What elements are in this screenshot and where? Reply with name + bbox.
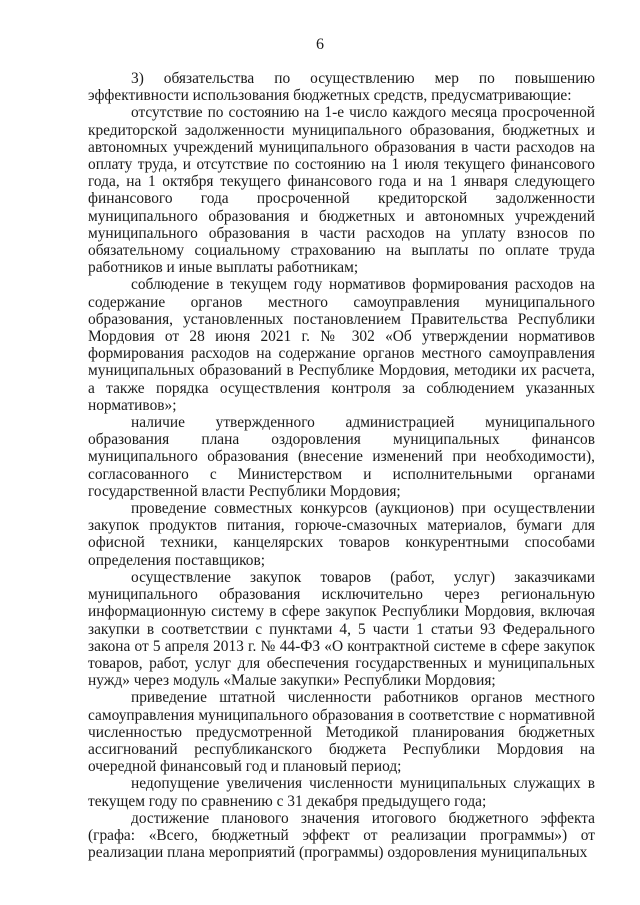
paragraph-obligations-intro: 3) обязательства по осуществлению мер по повышению эффективности использования бюджетных средств, предусматривающие:: [88, 70, 595, 105]
paragraph-staff-numbers: приведение штатной численности работников органов местного самоуправления муниципального образования в соответствие с нормативной численностью предусмотренной Методикой планирования бюджетных ассигнований республиканского бюджета Республики Мордовия на очередной финансовый год и плановый период;: [88, 689, 595, 776]
paragraph-joint-tenders: проведение совместных конкурсов (аукционов) при осуществлении закупок продуктов питания, горюче-смазочных материалов, бумаги для офисной техники, канцелярских товаров конкурентными способами определения поставщиков;: [88, 500, 595, 569]
paragraph-no-overdue-debt: отсутствие по состоянию на 1-е число каждого месяца просроченной кредиторской задолженности муниципального образования, бюджетных и автономных учреждений муниципального образования в части расходов на оплату труда, и отсутствие по состоянию на 1 июля текущего финансового года, на 1 октября текущего финансового года и на 1 января следующего финансового года просроченной кредиторской задолженности муниципального образования и бюджетных и автономных учреждений муниципального образования в части расходов на уплату взносов по обязательному социальному страхованию на выплаты по оплате труда работников и иные выплаты работникам;: [88, 104, 595, 277]
page-number: 6: [316, 36, 324, 53]
paragraph-recovery-plan: наличие утвержденного администрацией муниципального образования плана оздоровления муниципальных финансов муниципального образования (внесение изменений при необходимости), согласованного с Министерством и исполнительными органами государственной власти Республики Мордовия;: [88, 414, 595, 500]
paragraph-procurement-system: осуществление закупок товаров (работ, услуг) заказчиками муниципального образования исключительно через региональную информационную систему в сфере закупок Республики Мордовия, включая закупки в соответствии с пунктами 4, 5 части 1 статьи 93 Федерального закона от 5 апреля 2013 г. № 44-ФЗ «О контрактной системе в сфере закупок товаров, работ, услуг для обеспечения государственных и муниципальных нужд» через модуль «Малые закупки» Республики Мордовия;: [88, 568, 595, 690]
paragraph-budget-effect: достижение планового значения итогового бюджетного эффекта (графа: «Всего, бюджетный эффект от реализации программы») от реализации плана мероприятий (программы) оздоровления муниципальных: [88, 809, 595, 862]
document-body: [88, 70, 595, 861]
paragraph-no-staff-increase: недопущение увеличения численности муниципальных служащих в текущем году по сравнению с 31 декабря предыдущего года;: [88, 775, 595, 810]
paragraph-expense-norms: соблюдение в текущем году нормативов формирования расходов на содержание органов местного самоуправления муниципального образования, установленных постановлением Правительства Республики Мордовия от 28 июня 2021 г. № 302 «Об утверждении нормативов формирования расходов на содержание органов местного самоуправления муниципальных образований в Республике Мордовия, методики их расчета, а также порядка осуществления контроля за соблюдением указанных нормативов»;: [88, 276, 595, 414]
